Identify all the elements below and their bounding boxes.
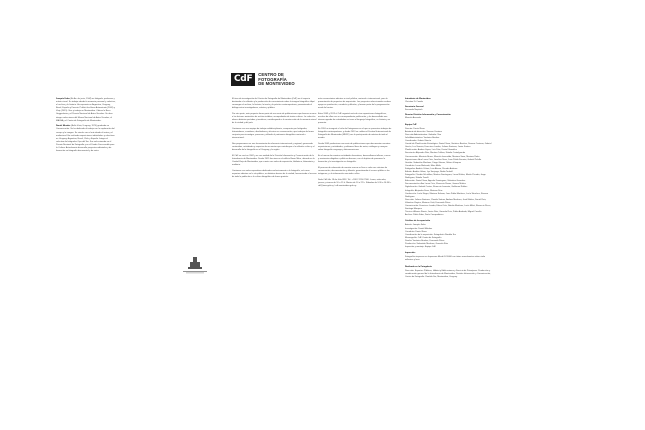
credit-director — [405, 114, 493, 120]
team-item: Digitalización: Gabriel Castro, Florencia Lemonte, Guillermo Robles — [405, 186, 468, 189]
intendencia-seal-icon — [180, 256, 210, 274]
logo-line-3: DE MONTEVIDEO — [258, 81, 295, 87]
credit-name: Fernando Nopitsch — [405, 109, 423, 112]
team-item: Fotógrafos: Andrés Cribari, Luis Alonso, Ricardo Antúnez — [405, 167, 458, 170]
team-item: Planificación: Andrea López, Luis Díaz, Daniel González — [405, 149, 457, 152]
team-item: Curaduría: Laura Malosetti, Maia Mello — [405, 164, 441, 167]
cdf-logo-mark: CdF — [231, 73, 255, 86]
paragraph: Por otra parte, este proyecto forma parte de una serie de publicaciones que buscan acercar a los lectores materiales de archivo inéditos, acompañados de textos críticos. La colección abarca distintos períodos y temáticas, contribuyendo a la construcción de la memoria visual de la ciudad y del país. — [232, 112, 317, 125]
paragraph: El CdF se creó en 2002 y es una unidad de la División Información y Comunicación de la Intendencia de Montevideo. Desde 2015 funciona en el edificio Bazar Mitre, ubicado en la Ciudad Vieja de Montevideo, que cuenta con salas de exposición, biblioteca, laboratorio y auditorio. — [232, 154, 315, 167]
paragraph: Contamos con salas expositivas dedicadas exclusivamente a la fotografía, así como espacios abiertos en la vía pública, en distintos barrios de la ciudad, favoreciendo el acceso de toda la población a la cultura fotográfica de forma gratuita. — [232, 169, 317, 178]
paragraph: Contamos con una equipo de trabajo multidisciplinario, compuesto por fotógrafos, historiadores, curadores, diseñadores y técnicos en conservación, que trabajan de forma conjunta para investigar, preservar y difundir el patrimonio fotográfico nacional e internacional. — [232, 127, 314, 140]
credit-secretario — [405, 106, 493, 112]
credit-item: Coordinación de la exposición: Fotogalería Rambla Sur — [405, 233, 456, 236]
bio-daniel — [56, 125, 116, 153]
credit-intendente — [405, 98, 493, 104]
contact-info: Sede CdF: Av. 18 de Julio 885 / Tel.: +598 2 1950 7960. Lunes, miércoles, jueves y viernes de 10 a 19 h. Martes de 10 a 22 h. Sábados de 9:30 a 14:30 h. cdf@imm.gub.uy / cdf.montevideo.gub.uy — [318, 178, 392, 187]
paragraph: Entre 2003 y 2015 el CdF organizó más de cien exposiciones fotográficas, muchas de ellas con su correspondiente publicación, y ha desarrollado una intensa agenda de actividades en torno al lenguaje fotográfico, su historia y su presente. — [318, 112, 391, 125]
team-item: Director: Daniel Sosa — [405, 127, 425, 130]
team-item: Dirección: Juliana Santana, Claudia Suárez, Andrea Martínez, José Muñoz, Daniel Ruiz, Valentina Vieytes, Mariana Cotti, Fernanda Pérez — [405, 198, 487, 204]
bio-joaquin — [56, 98, 116, 123]
team-item: Documentación: Ana Laura Cirio, Florencia Rosas, Jimena Muñoz — [405, 183, 466, 186]
team-item: Conservación: Mauricio Bruno, Marcelo Isarrualde, Mariana Sosa, Mariana Ratto — [405, 155, 480, 158]
team-item: Fotografía: Claudia Schiaffino, Martina Domínguez, Laura Núñez, Martín Picardo, Jorge Rodríguez, Natalia Tonelli — [405, 174, 486, 180]
team-item: Exposiciones: Ana Laura Cirio, Josefina Sosa, Juan Pablo Ferreira, Gabriel Peluffo — [405, 158, 482, 161]
team-item: Jefa Administrativa: Verónica Benítez — [405, 136, 440, 139]
team-item: Infografía: Alejandra Sosa, Mariana Díaz — [405, 189, 443, 192]
credit-title: Intendente de Montevideo — [405, 98, 431, 100]
team-item: Gestión: Sebastián Martínez, Diego Gómez, Silvina Vázquez — [405, 161, 462, 164]
team-item: Dirección Administrativa: Gabriela Olsa — [405, 133, 442, 136]
team-heading: Equipo CdF — [405, 123, 417, 126]
credit-item: Producción: Sebastián Martínez, Gonzalo Ruiz — [405, 243, 449, 246]
cdf-logo-text — [258, 73, 294, 87]
team-item: Secretaría: Alejandra Ruiz, Martina Caffaro, Natalia Castelgrande — [405, 152, 466, 155]
cdf-logo — [231, 73, 295, 87]
paragraph: En 2016 se inauguró el ciclo de Fotogramas en el que se presentan trabajos de fotografía contemporánea, y desde 2013 se celebra el Festival Internacional de Fotografía de Montevideo (MUFF) con la participación de artistas de todo el mundo. — [318, 127, 392, 140]
credit-item: Investigación: Daniel Méndez — [405, 227, 433, 230]
paragraph: Desde 2009 producimos una serie de publicaciones que documentan nuestras exposiciones y actividades, y editamos libros de autor, catálogos y ensayos sobre fotografía uruguaya y latinoamericana. — [318, 142, 391, 152]
team-item: Archivo: Pablo Faba, Darío Campodónico — [405, 214, 444, 217]
logo-line-2: FOTOGRAFÍA — [258, 76, 287, 82]
credit-name: Christian Di Candia — [405, 101, 423, 104]
credit-name: Marcelo Acevedo — [405, 117, 421, 120]
bio-text: (Bs.As. de junio, 1944) es fotógrafo, performer y artista visual. Su trabajo aborda la memoria personal y colectiva, el archivo y la historia. Ha expuesto en Argentina, Uruguay, Brasil, España y Francia. Publicó los libros Autorretrato (2009) y Viaje (2015). Vive y trabaja en Montevideo. Obtuvo la Beca Guggenheim y el Premio Nacional de Artes Visuales. Su obra integra colecciones del Museo Nacional de Artes Visuales, el MALBA y el Centro de Fotografía de Montevideo. — [56, 98, 116, 122]
credit-item: Museografía: CdF Centro de Fotografía — [405, 236, 442, 239]
credit-item: Diseño: Verónica Benítez, Fernanda Pérez — [405, 239, 445, 242]
exhibition-credits-list — [405, 224, 493, 249]
team-item: Técnica: Alfonso Ramis, Javier Ruiz, Gonzalo Ruiz, Pablo Andrada, Miguel Casalla — [405, 211, 482, 214]
team-item: Edición: Andrés Urban, Lys Sanjorge, Nadia Tenkeff — [405, 170, 453, 173]
paragraph: En el marco de nuestras actividades formativas, desarrollamos talleres, cursos y seminarios dirigidos a públicos diversos, con el objetivo de promover la formación y la investigación en fotografía. — [318, 154, 391, 163]
paragraph: más convocatorias abiertas a nivel público, nacional e internacional, para la presentación de proyectos de exposición. Los proyectos seleccionados reciben apoyo en producción, curaduría y difusión, y forman parte de la programación anual del centro. — [318, 98, 391, 110]
about-column-2 — [318, 98, 392, 190]
logo-line-1: CENTRO DE — [258, 72, 284, 77]
team-item: Coordinador: Gabriel García — [405, 140, 432, 143]
paragraph: El proceso de valoración de nuestro acervo se lleva a cabo con criterios de conservación, documentación y difusión, garantizando el acceso público a las imágenes y a la información asociada a ellas. — [318, 166, 390, 175]
credit-item: Autoría: Joaquín Ilelas — [405, 224, 426, 227]
team-item: Educación: Daniel Sosa, Agustín Dominguez, Valentina Gonzalez — [405, 180, 466, 183]
team-list — [405, 128, 493, 218]
bio-name: Joaquín Ilelas — [56, 98, 70, 100]
paragraph: El área de investigación del Centro de Fotografía de Montevideo (CdF) es el espacio destinado a la reflexión y la producción de conocimiento sobre la imagen fotográfica. Aquí convergen el archivo, la historia, la teoría y la práctica contemporánea, promoviendo el diálogo entre investigadores, artistas y público. — [232, 98, 315, 110]
paragraph: Nos proponemos ser una herramienta de referencia internacional y regional, generando contenidos, actividades y espacios de encuentro que contribuyan a la reflexión crítica y al desarrollo de la fotografía en el Uruguay y la región. — [232, 142, 315, 152]
bio-column — [56, 98, 116, 156]
bio-text: (Bella Vista, Uruguay, 1970) graduado en Comunicación. Se ha dedicado al trabajo con la exploración del cuerpo y la imagen. Se vincula con el arte desde el teatro y el audiovisual. Ha realizado exposiciones individuales y colectivas en Uruguay, Argentina, Brasil, Chile y España. Integra el colectivo de fotógrafos Ojos del Sur. Fue seleccionado en el Premio Nacional de Fotografía y en el Fondo Concursable para la Cultura. Actualmente desarrolla proyectos editoriales y de formación en fotografía documental y de autor. — [56, 125, 115, 153]
exhibition-credits-heading: Créditos de la exposición — [405, 220, 431, 223]
support-text: Dirección: Espacios Públicos, Hábitat y Edificaciones y Servicio de Paisajismo. Producción y coordinación general de la Intendencia de Montevideo, División Información y Comunicación, Centro de Fotografía. Rambla Sur, Montevideo, Uruguay. — [405, 269, 491, 278]
about-column-1 — [232, 98, 318, 182]
credit-item: Curaduría: Daniel Sosa — [405, 230, 427, 233]
team-item: Asistente de dirección: Susana Centeno — [405, 130, 442, 133]
print-heading: Impresión: — [405, 252, 416, 255]
bio-name: Daniel Mendez — [56, 125, 71, 128]
team-item: Conducción: Lucía Negro, Mariano Salazar, Juan Pablo Martínez, Lucía Sánchez, Rosana Rodríguez — [405, 192, 489, 198]
print-text: Fotografías impresas en Impresora Mundi SJ 6000 con tintas ecosolventes sobre vinilo adhesivo y lona. — [405, 256, 486, 262]
credits-column — [405, 98, 493, 281]
team-item: Comité de Planificación Estratégica: Daniel Sosa, Verónica Benítez, Susana Centeno, Gabriel García, Luz Saravia, Francisco Landro, Juliana Santana, Javier Suárez — [405, 143, 492, 149]
credit-title: Secretario General — [405, 106, 424, 109]
support-heading: Realizado en la Fotogalería — [405, 265, 432, 268]
credit-title: Director División Información y Comunicación — [405, 114, 451, 117]
credit-item: Impresión y montaje: Equipo CdF — [405, 246, 436, 249]
team-item: Comunicación: Francisco Landro, Elena Ortiz, Natalia Martínez, Lucía Miloti, Florencia Ricca, Santiago Marquez — [405, 205, 491, 211]
